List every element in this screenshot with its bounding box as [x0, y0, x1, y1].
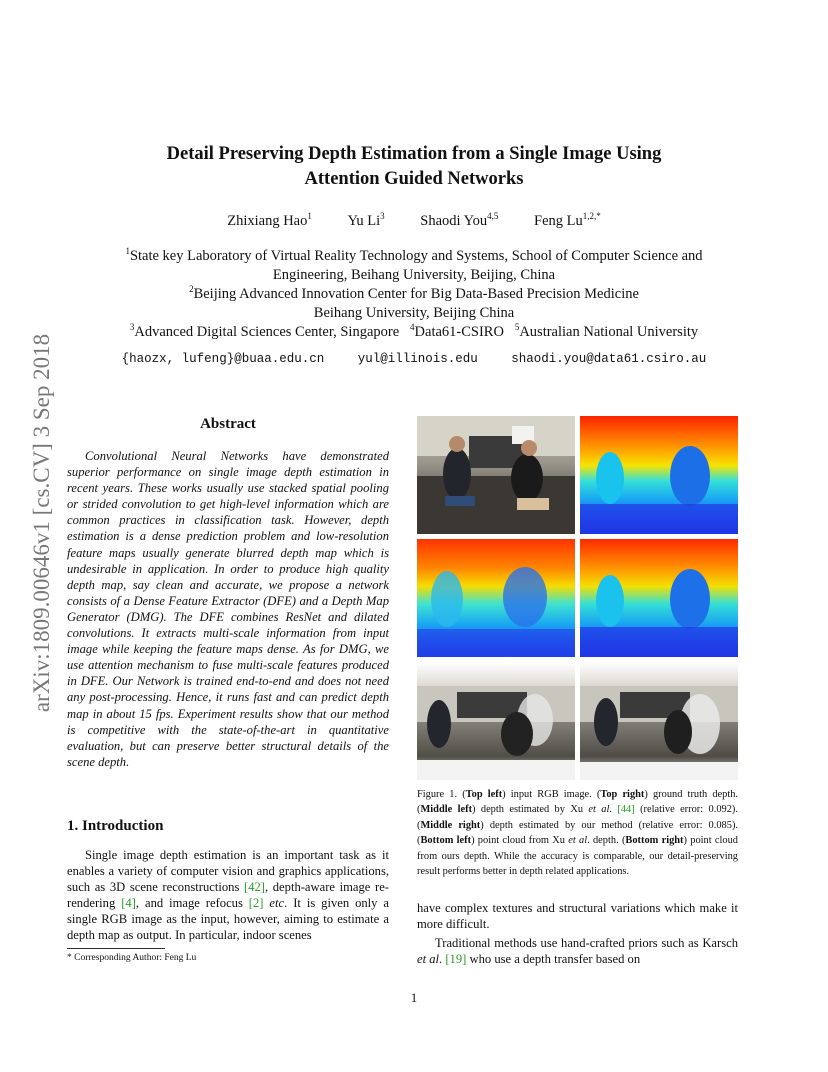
intro-heading: 1. Introduction: [67, 818, 164, 834]
aff-1-line-2: Engineering, Beihang University, Beijing, China: [272, 267, 556, 283]
caption-text: ) depth estimated by Xu: [472, 804, 589, 816]
author-name: Feng Lu: [534, 213, 583, 229]
email: {haozx, lufeng}@buaa.edu.cn: [121, 352, 325, 366]
right-text: Traditional methods use hand-crafted priors such as Karsch: [435, 936, 738, 951]
intro-text: Single image depth estimation is an important task as it enables a variety of computer vision and graphics applications, such as 3D scene reconstructions: [67, 848, 389, 895]
aff-sup: 2: [189, 284, 194, 295]
caption-italic: et al: [588, 804, 610, 816]
aff-sup: 3: [129, 322, 135, 333]
caption-text: ) ground truth depth. (: [417, 789, 739, 816]
author-sup: 1: [307, 211, 312, 222]
aff-3: Advanced Digital Sciences Center, Singapore: [134, 324, 400, 340]
abstract-text: Convolutional Neural Networks have demonstrated superior performance on single image depth estimation in recent years. These works usually use stacked spatial pooling or strided convolution to get high-level information which are common practices in classification task. However, depth estimation is a dense prediction problem and low-resolution feature maps usually generate blurred depth map which is undesirable in application. In order to produce high quality depth map, say clean and accurate, we propose a network consists of a Dense Feature Extractor (DFE) and a Depth Map Generator (DMG). The DFE combines ResNet and dilated convolutions. It extracts multi-scale information from input image while keeping the feature maps dense. As for DMG, we use attention mechanism to fuse multi-scale features produced in DFE. Our Network is trained end-to-end and does not need any post-processing. Hence, it runs fast and can predict depth map in about 15 fps. Experiment results show that our method is competitive with the state-of-the-art in quantitative evaluation, but can preserve better structural details of the scene depth.: [67, 449, 389, 769]
caption-text: (relative error: 0.092). (: [417, 804, 738, 831]
right-column-text: [417, 900, 738, 967]
depth-xu-et-al: [417, 539, 575, 657]
footnote-rule: [67, 948, 165, 949]
email: yul@illinois.edu: [357, 352, 478, 366]
intro-text: etc: [269, 896, 285, 911]
author: [534, 213, 601, 229]
footnote: * Corresponding Author: Feng Lu: [67, 953, 197, 963]
caption-bold: Middle right: [420, 819, 481, 831]
citation-link[interactable]: [2]: [248, 896, 264, 911]
caption-bold: Top right: [600, 789, 645, 800]
intro-text: , and image refocus: [135, 896, 249, 911]
author-list: [0, 213, 828, 230]
citation-link[interactable]: [42]: [244, 880, 265, 895]
title-line-2: Attention Guided Networks: [304, 169, 524, 189]
point-cloud-ours: [580, 662, 738, 780]
aff-4: Data61-CSIRO: [414, 324, 504, 340]
intro-text: , depth-aware image re-rendering: [67, 880, 389, 911]
figure-1: [417, 416, 738, 780]
affiliations: [60, 247, 768, 342]
author-name: Shaodi You: [420, 213, 488, 229]
caption-bold: Bottom right: [625, 835, 684, 847]
aff-1-line-1: State key Laboratory of Virtual Reality Technology and Systems, School of Computer Science and: [129, 248, 703, 264]
right-paragraph-1: have complex textures and structural variations which make it more difficult.: [417, 901, 738, 932]
arxiv-identifier: arXiv:1809.00646v1 [cs.CV] 3 Sep 2018: [29, 333, 54, 713]
point-cloud-xu-et-al: [417, 662, 575, 780]
right-text: who use a depth transfer based on: [466, 952, 641, 967]
rgb-input-image: [417, 416, 575, 534]
intro-paragraph: [67, 847, 389, 944]
aff-5: Australian National University: [519, 324, 699, 340]
email-list: [60, 352, 768, 366]
author: [227, 213, 312, 229]
email: shaodi.you@data61.csiro.au: [511, 352, 707, 366]
author-name: Zhixiang Hao: [227, 213, 308, 229]
author-sup: 1,2,*: [582, 211, 601, 222]
citation-link[interactable]: [19]: [445, 952, 467, 967]
ground-truth-depth: [580, 416, 738, 534]
abstract-heading: Abstract: [200, 416, 256, 432]
caption-text: .: [609, 804, 618, 816]
citation-link[interactable]: [4]: [121, 896, 136, 911]
citation-link[interactable]: [44]: [617, 804, 635, 816]
author-sup: 3: [380, 211, 385, 222]
author-name: Yu Li: [347, 213, 381, 229]
paper-title: [0, 142, 828, 192]
right-text: .: [439, 952, 446, 967]
caption-bold: Bottom left: [420, 835, 472, 847]
right-paragraph-2: [417, 935, 738, 967]
right-italic: et al: [417, 952, 440, 967]
caption-text: ) input RGB image. (: [502, 789, 601, 800]
caption-italic: et al: [568, 835, 588, 847]
intro-text: . It is given only a single RGB image as the input, however, aiming to estimate a depth map as output. In particular, indoor scenes: [67, 896, 389, 943]
aff-sup: 1: [125, 246, 130, 257]
aff-2-line-2: Beihang University, Beijing China: [313, 305, 515, 321]
figure-1-caption: [417, 787, 738, 879]
caption-text: ) depth estimated by our method (relative error: 0.085). (: [417, 819, 738, 847]
depth-ours: [580, 539, 738, 657]
page-number: 1: [410, 991, 418, 1005]
author-sup: 4,5: [487, 211, 499, 222]
caption-bold: Top left: [465, 789, 503, 800]
caption-text: . depth. (: [587, 835, 626, 847]
aff-2-line-1: Beijing Advanced Innovation Center for Big Data-Based Precision Medicine: [193, 286, 639, 302]
caption-text: ) point cloud from ours depth. While the accuracy is comparable, our detail-preserving result performs better in depth related applications.: [417, 835, 738, 878]
aff-sup: 5: [514, 322, 520, 333]
title-line-1: Detail Preserving Depth Estimation from a Single Image Using: [166, 144, 662, 164]
author: [420, 213, 498, 229]
aff-sup: 4: [410, 322, 415, 333]
caption-bold: Middle left: [420, 804, 473, 816]
author: [348, 213, 385, 229]
caption-text: Figure 1. (: [417, 789, 466, 800]
caption-text: ) point cloud from Xu: [471, 835, 569, 847]
